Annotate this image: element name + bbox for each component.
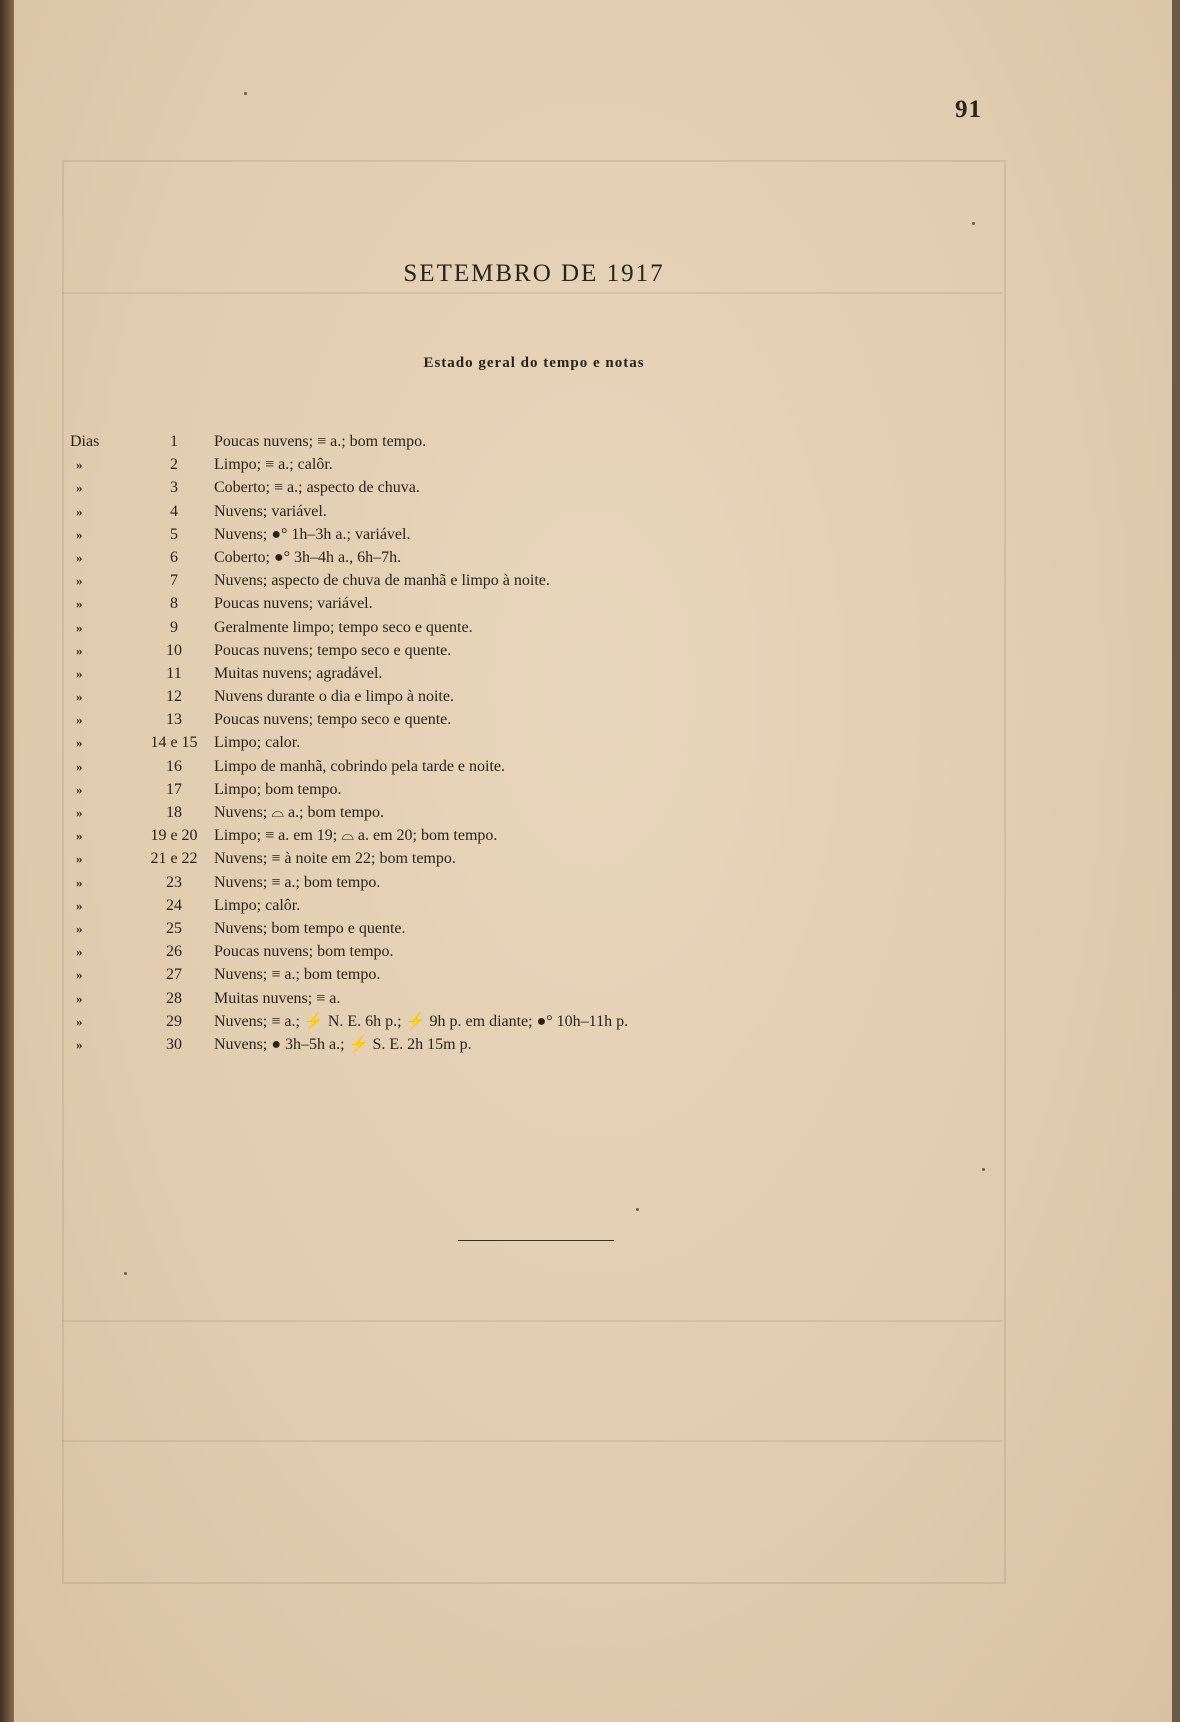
- weather-note: Poucas nuvens; tempo seco e quente.: [214, 711, 452, 729]
- ditto-mark: »: [76, 596, 83, 612]
- weather-note: Nuvens durante o dia e limpo à noite.: [214, 688, 454, 706]
- weather-note: Limpo; calôr.: [214, 896, 301, 914]
- day-number: 7: [170, 572, 178, 590]
- paper-speck: [982, 1168, 985, 1171]
- page-number: 91: [955, 96, 982, 123]
- weather-note: Nuvens; bom tempo e quente.: [214, 919, 406, 937]
- ditto-mark: »: [76, 503, 83, 519]
- weather-note: Geralmente limpo; tempo seco e quente.: [214, 618, 473, 636]
- weather-note: Nuvens; variável.: [214, 502, 327, 520]
- bleed-through-rule: [62, 1440, 1002, 1442]
- day-number: 23: [166, 873, 182, 891]
- day-number: 28: [166, 989, 182, 1007]
- day-number: 5: [170, 525, 178, 543]
- day-number: 27: [166, 966, 182, 984]
- day-number: 30: [166, 1035, 182, 1053]
- document-page: [14, 0, 1172, 1722]
- ditto-mark: »: [76, 526, 83, 542]
- ditto-mark: »: [76, 1013, 83, 1029]
- weather-note: Limpo de manhã, cobrindo pela tarde e noite.: [214, 757, 506, 775]
- weather-note: Muitas nuvens; ≡ a.: [214, 989, 341, 1007]
- weather-note: Limpo; bom tempo.: [214, 780, 342, 798]
- weather-note: Poucas nuvens; bom tempo.: [214, 943, 394, 961]
- dias-label: Dias: [70, 433, 100, 450]
- weather-note: Nuvens; ≡ a.; bom tempo.: [214, 966, 381, 984]
- weather-note: Poucas nuvens; ≡ a.; bom tempo.: [214, 433, 427, 450]
- weather-note: Muitas nuvens; agradável.: [214, 664, 383, 682]
- paper-speck: [636, 1208, 639, 1211]
- weather-note: Nuvens; ⌓ a.; bom tempo.: [214, 804, 384, 821]
- day-number: 6: [170, 548, 178, 566]
- ditto-mark: »: [76, 549, 83, 565]
- day-number: 17: [166, 780, 182, 798]
- weather-note: Poucas nuvens; variável.: [214, 595, 373, 613]
- weather-note: Nuvens; ● 3h–5h a.; ⚡ S. E. 2h 15m p.: [214, 1035, 472, 1053]
- day-number: 29: [166, 1012, 182, 1030]
- day-number: 2: [170, 456, 178, 474]
- day-number: 3: [170, 479, 178, 497]
- day-number: 24: [166, 896, 182, 914]
- weather-note: Poucas nuvens; tempo seco e quente.: [214, 641, 452, 659]
- closing-rule: [458, 1240, 614, 1241]
- day-number: 10: [166, 641, 182, 659]
- paper-speck: [244, 92, 247, 95]
- ditto-mark: »: [76, 758, 83, 774]
- ditto-mark: »: [76, 805, 83, 820]
- day-number: 19 e 20: [150, 827, 198, 845]
- day-number: 1: [170, 433, 178, 450]
- ditto-mark: »: [76, 573, 83, 589]
- bleed-through-rule: [62, 292, 1002, 294]
- ditto-mark: »: [76, 712, 83, 728]
- bleed-through-rule: [62, 1320, 1002, 1322]
- ditto-mark: »: [76, 689, 83, 705]
- ditto-mark: »: [76, 1036, 83, 1052]
- paper-speck: [972, 222, 975, 225]
- ditto-mark: »: [76, 944, 83, 960]
- paper-speck: [124, 1272, 127, 1275]
- ditto-mark: »: [76, 967, 83, 983]
- weather-note: Limpo; ≡ a.; calôr.: [214, 456, 333, 474]
- weather-note: Coberto; ●° 3h–4h a., 6h–7h.: [214, 548, 402, 566]
- weather-note: Nuvens; ●° 1h–3h a.; variável.: [214, 525, 411, 543]
- ditto-mark: »: [76, 897, 83, 913]
- day-number: 11: [166, 664, 182, 682]
- weather-note: Nuvens; aspecto de chuva de manhã e limpo à noite.: [214, 572, 550, 590]
- ditto-mark: »: [76, 990, 83, 1006]
- ditto-mark: »: [76, 642, 83, 658]
- weather-note: Nuvens; ≡ a.; bom tempo.: [214, 873, 381, 891]
- day-number: 12: [166, 688, 182, 706]
- ditto-mark: »: [76, 619, 83, 635]
- day-number: 21 e 22: [150, 850, 198, 868]
- ditto-mark: »: [76, 851, 83, 867]
- ditto-mark: »: [76, 665, 83, 681]
- book-spine-shadow: [0, 0, 14, 1722]
- ditto-mark: »: [76, 457, 83, 473]
- day-number: 18: [166, 804, 182, 821]
- weather-note: Nuvens; ≡ à noite em 22; bom tempo.: [214, 850, 456, 868]
- ditto-mark: »: [76, 874, 83, 890]
- day-number: 16: [166, 757, 182, 775]
- weather-note: Coberto; ≡ a.; aspecto de chuva.: [214, 479, 420, 497]
- weather-note: Nuvens; ≡ a.; ⚡ N. E. 6h p.; ⚡ 9h p. em diante; ●° 10h–11h p.: [214, 1012, 629, 1030]
- weather-note: Limpo; ≡ a. em 19; ⌓ a. em 20; bom tempo.: [214, 827, 498, 845]
- ditto-mark: »: [76, 480, 83, 496]
- section-subtitle: Estado geral do tempo e notas: [423, 355, 645, 371]
- page-title: SETEMBRO DE 1917: [403, 260, 665, 287]
- day-number: 9: [170, 618, 178, 636]
- ditto-mark: »: [76, 920, 83, 936]
- weather-note: Limpo; calor.: [214, 734, 301, 752]
- day-number: 4: [170, 502, 178, 520]
- day-number: 14 e 15: [150, 734, 198, 752]
- day-number: 25: [166, 919, 182, 937]
- day-number: 8: [170, 595, 178, 613]
- day-number: 13: [166, 711, 182, 729]
- ditto-mark: »: [76, 781, 83, 797]
- ditto-mark: »: [76, 828, 83, 844]
- day-number: 26: [166, 943, 182, 961]
- ditto-mark: »: [76, 735, 83, 751]
